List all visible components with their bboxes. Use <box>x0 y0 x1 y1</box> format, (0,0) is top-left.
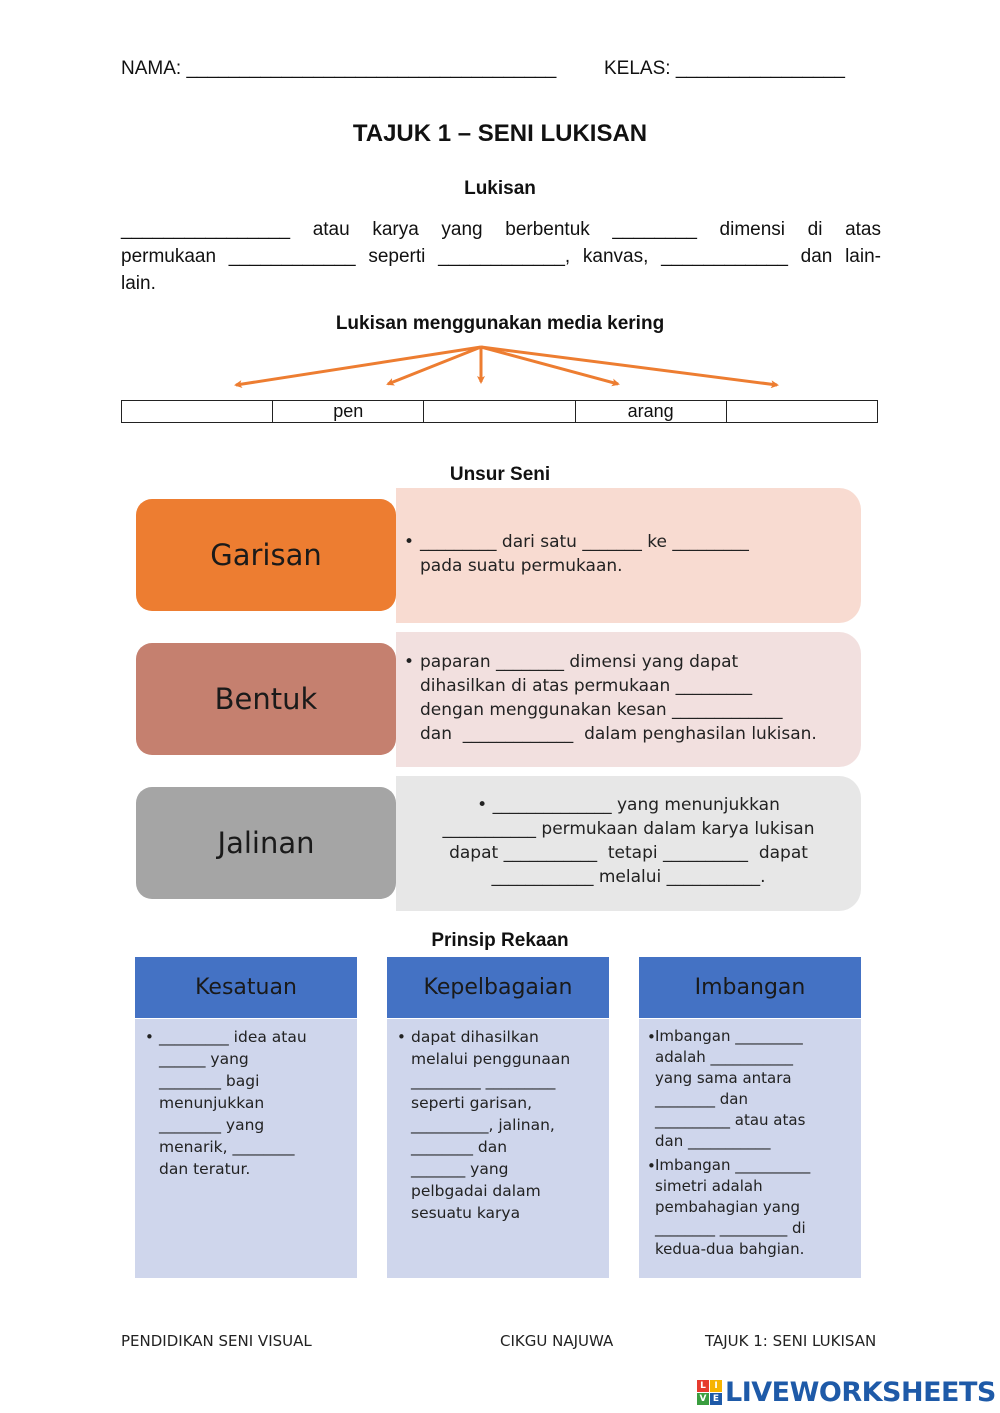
garisan-line: pada suatu permukaan. <box>420 556 623 576</box>
kepelbagaian-line: melalui penggunaan <box>411 1050 571 1068</box>
garisan-line[interactable]: _________ dari satu _______ ke _________ <box>420 532 749 552</box>
bentuk-line[interactable]: dihasilkan di atas permukaan _________ <box>420 676 753 696</box>
bentuk-line[interactable]: dan _____________ dalam penghasilan lukisan. <box>420 724 817 744</box>
kesatuan-line[interactable]: ________ yang <box>159 1116 265 1134</box>
bentuk-line[interactable]: dengan menggunakan kesan _____________ <box>420 700 783 720</box>
bentuk-label: Bentuk <box>136 643 396 755</box>
lukisan-heading: Lukisan <box>464 178 536 199</box>
media-table <box>121 400 878 423</box>
lukisan-line-1[interactable]: ________________ atau karya yang berbentuk ________ dimensi di atas <box>121 219 881 240</box>
bullet-icon: • <box>404 652 415 672</box>
bullet-icon: • <box>477 795 488 815</box>
kepelbagaian-line[interactable]: _______ yang <box>411 1160 509 1178</box>
garisan-description <box>396 488 861 623</box>
media-cell-3[interactable] <box>424 401 575 423</box>
lukisan-line-2[interactable]: permukaan ____________ seperti ____________, kanvas, ____________ dan lain- <box>121 246 881 267</box>
arrow-2 <box>388 347 481 384</box>
logo-icon: L I V E <box>697 1380 722 1405</box>
imbangan-line[interactable]: dan ___________ <box>655 1132 771 1150</box>
imbangan-line: yang sama antara <box>655 1069 792 1087</box>
bullet-icon: • <box>145 1028 154 1046</box>
lukisan-definition <box>121 216 881 297</box>
bullet-icon: • <box>404 532 415 552</box>
prinsip-heading: Prinsip Rekaan <box>431 930 569 951</box>
imbangan-line[interactable]: Imbangan __________ <box>655 1156 811 1174</box>
imbangan-line: simetri adalah <box>655 1177 763 1195</box>
jalinan-line[interactable]: ___________ permukaan dalam karya lukisan <box>442 819 815 839</box>
imbangan-line[interactable]: ________ _________ di <box>655 1219 806 1237</box>
nama-field[interactable]: NAMA: ___________________________________ <box>121 58 557 79</box>
bentuk-line[interactable]: paparan ________ dimensi yang dapat <box>420 652 739 672</box>
kesatuan-line[interactable]: ______ yang <box>159 1050 249 1068</box>
logo-text: LIVEWORKSHEETS <box>725 1377 996 1408</box>
footer-right: TAJUK 1: SENI LUKISAN <box>705 1332 877 1350</box>
media-arrows <box>0 340 1000 400</box>
kesatuan-line[interactable]: ________ bagi <box>159 1072 260 1090</box>
kepelbagaian-line: seperti garisan, <box>411 1094 533 1112</box>
kesatuan-body <box>135 1019 357 1278</box>
imbangan-line[interactable]: __________ atau atas <box>655 1111 806 1129</box>
jalinan-label: Jalinan <box>136 787 396 899</box>
media-cell-2: pen <box>273 401 424 423</box>
footer-left: PENDIDIKAN SENI VISUAL <box>121 1332 312 1350</box>
kesatuan-line: dan teratur. <box>159 1160 251 1178</box>
arrow-1 <box>236 347 481 385</box>
media-cell-4: arang <box>575 401 726 423</box>
imbangan-line: kedua-dua bahgian. <box>655 1240 805 1258</box>
jalinan-line[interactable]: ____________ melalui ___________. <box>491 867 766 887</box>
page-title: TAJUK 1 – SENI LUKISAN <box>352 120 648 147</box>
imbangan-line[interactable]: ________ dan <box>655 1090 748 1108</box>
kesatuan-line[interactable]: menarik, ________ <box>159 1138 295 1156</box>
liveworksheets-logo <box>697 1377 996 1408</box>
bullet-icon: • <box>647 1028 656 1046</box>
kesatuan-header: Kesatuan <box>135 957 357 1018</box>
jalinan-description <box>396 776 861 911</box>
bullet-icon: • <box>397 1028 406 1046</box>
kepelbagaian-header: Kepelbagaian <box>387 957 609 1018</box>
imbangan-body <box>639 1019 861 1278</box>
media-heading: Lukisan menggunakan media kering <box>335 313 665 334</box>
kesatuan-line[interactable]: _________ idea atau <box>159 1028 307 1046</box>
imbangan-line[interactable]: Imbangan _________ <box>655 1027 803 1045</box>
imbangan-header: Imbangan <box>639 957 861 1018</box>
kepelbagaian-line: sesuatu karya <box>411 1204 521 1222</box>
kepelbagaian-body <box>387 1019 609 1278</box>
kelas-field[interactable]: KELAS: ________________ <box>604 58 845 79</box>
unsur-heading: Unsur Seni <box>449 464 551 485</box>
kepelbagaian-line: dapat dihasilkan <box>411 1028 539 1046</box>
kesatuan-line: menunjukkan <box>159 1094 265 1112</box>
kepelbagaian-line: pelbgadai dalam <box>411 1182 541 1200</box>
garisan-label: Garisan <box>136 499 396 611</box>
lukisan-line-3: lain. <box>121 273 156 294</box>
media-cell-1[interactable] <box>122 401 273 423</box>
media-cell-5[interactable] <box>726 401 877 423</box>
jalinan-line[interactable]: ______________ yang menunjukkan <box>492 795 780 815</box>
kepelbagaian-line[interactable]: ________ dan <box>411 1138 508 1156</box>
imbangan-line: pembahagian yang <box>655 1198 801 1216</box>
bullet-icon: • <box>647 1157 656 1175</box>
arrow-4 <box>481 347 618 384</box>
imbangan-line[interactable]: adalah ___________ <box>655 1048 794 1066</box>
kepelbagaian-line[interactable]: _________ _________ <box>411 1072 556 1090</box>
bentuk-description <box>396 632 861 767</box>
arrow-5 <box>481 347 777 385</box>
footer-center: CIKGU NAJUWA <box>500 1332 614 1350</box>
kepelbagaian-line[interactable]: __________, jalinan, <box>411 1116 555 1134</box>
jalinan-line[interactable]: dapat ___________ tetapi __________ dapat <box>449 843 808 863</box>
